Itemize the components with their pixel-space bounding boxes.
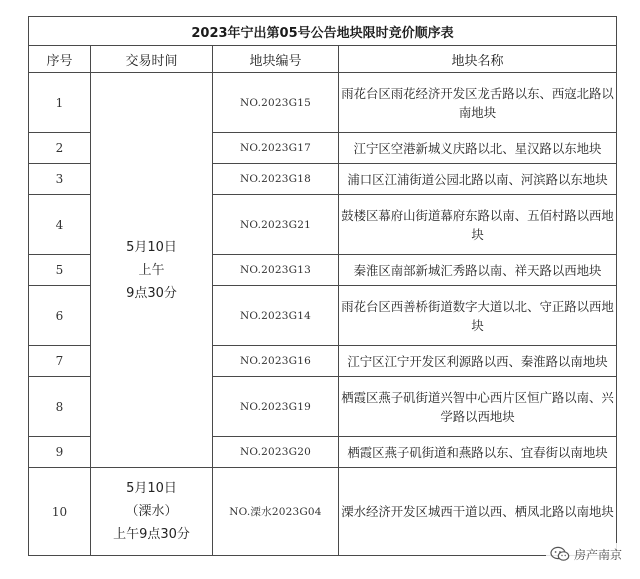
table-row	[29, 73, 617, 133]
plot-name-cell: 秦淮区南部新城汇秀路以南、祥天路以西地块	[339, 255, 617, 286]
plot-no-cell: NO.2023G19	[213, 377, 339, 437]
trade-date: 5月10日	[126, 481, 177, 496]
plot-name-cell: 栖霞区燕子矶街道和燕路以东、宜春街以南地块	[339, 437, 617, 468]
plot-no-cell: NO.2023G14	[213, 286, 339, 346]
plot-no-cell: NO.2023G21	[213, 195, 339, 255]
plot-name-cell: 栖霞区燕子矶街道兴智中心西片区恒广路以南、兴学路以西地块	[339, 377, 617, 437]
auction-order-table	[28, 16, 617, 556]
header-plot-no: 地块编号	[213, 46, 339, 73]
wechat-icon	[550, 546, 570, 562]
seq-cell: 2	[29, 133, 91, 164]
seq-cell: 4	[29, 195, 91, 255]
plot-name-cell: 雨花台区西善桥街道数字大道以北、守正路以西地块	[339, 286, 617, 346]
table-row	[29, 468, 617, 556]
seq-cell: 1	[29, 73, 91, 133]
header-seq: 序号	[29, 46, 91, 73]
trade-clock: 上午9点30分	[113, 527, 190, 542]
trade-period: 上午	[138, 262, 165, 278]
plot-no-cell: NO.2023G16	[213, 346, 339, 377]
header-row	[29, 46, 617, 73]
seq-cell: 10	[29, 468, 91, 556]
trade-district: （溧水）	[125, 504, 178, 519]
header-time: 交易时间	[91, 46, 213, 73]
trade-time-cell-group1	[91, 73, 213, 468]
title-row	[29, 17, 617, 46]
table-title: 2023年宁出第05号公告地块限时竞价顺序表	[29, 17, 617, 46]
plot-name-cell: 溧水经济开发区城西干道以西、栖凤北路以南地块	[339, 468, 617, 556]
plot-name-cell: 浦口区江浦街道公园北路以南、河滨路以东地块	[339, 164, 617, 195]
trade-time-cell-group2	[91, 468, 213, 556]
plot-name-cell: 雨花台区雨花经济开发区龙舌路以东、西寇北路以南地块	[339, 73, 617, 133]
plot-no-cell: NO.2023G13	[213, 255, 339, 286]
seq-cell: 8	[29, 377, 91, 437]
plot-name-cell: 江宁区江宁开发区利源路以西、秦淮路以南地块	[339, 346, 617, 377]
watermark-text: 房产南京	[573, 547, 622, 562]
plot-name-cell: 鼓楼区幕府山街道幕府东路以南、五佰村路以西地块	[339, 195, 617, 255]
plot-no-cell: NO.溧水2023G04	[213, 468, 339, 556]
seq-cell: 6	[29, 286, 91, 346]
seq-cell: 3	[29, 164, 91, 195]
header-plot-name: 地块名称	[339, 46, 617, 73]
trade-clock: 9点30分	[126, 285, 177, 301]
seq-cell: 5	[29, 255, 91, 286]
seq-cell: 7	[29, 346, 91, 377]
plot-name-cell: 江宁区空港新城义庆路以北、星汉路以东地块	[339, 133, 617, 164]
plot-no-cell: NO.2023G17	[213, 133, 339, 164]
plot-no-cell: NO.2023G15	[213, 73, 339, 133]
seq-cell: 9	[29, 437, 91, 468]
plot-no-cell: NO.2023G20	[213, 437, 339, 468]
trade-date: 5月10日	[126, 239, 177, 255]
plot-no-cell: NO.2023G18	[213, 164, 339, 195]
source-watermark	[546, 543, 626, 565]
